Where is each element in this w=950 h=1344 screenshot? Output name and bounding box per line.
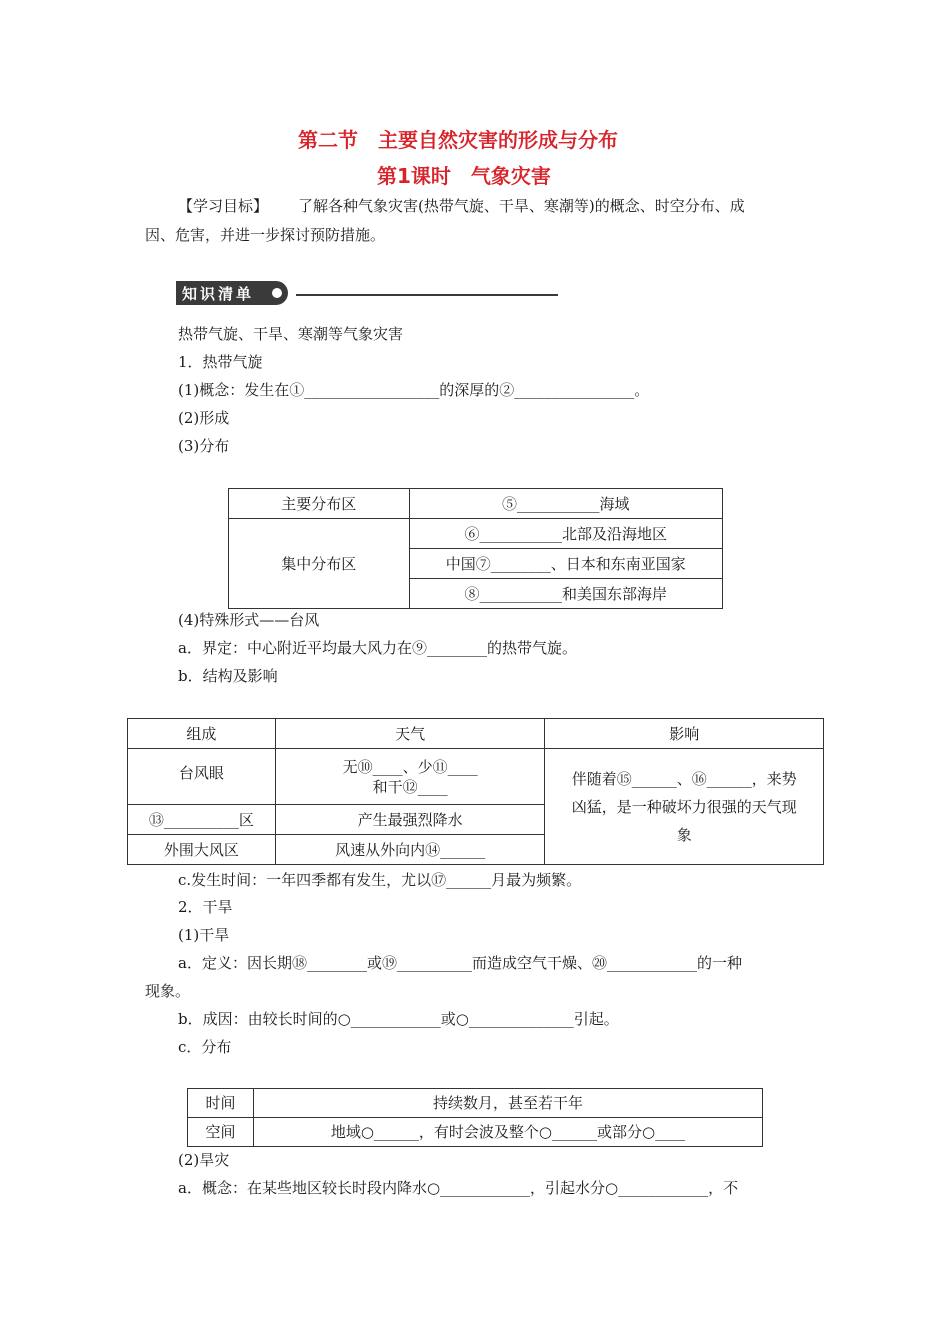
drought-c-line: c．分布 [178, 1038, 232, 1056]
objective-text-1: 了解各种气象灾害(热带气旋、干旱、寒潮等)的概念、时空分布、成 [298, 197, 745, 215]
impact-line-3: 象 [676, 825, 692, 844]
outer-weather: 风速从外向内⑭______ [275, 835, 545, 865]
lesson-title: 第1课时 气象灾害 [377, 164, 551, 188]
banner-divider [296, 294, 558, 296]
time-value: 持续数月，甚至若干年 [253, 1089, 762, 1118]
drought-distribution-table [187, 1088, 763, 1147]
outer-label: 外围大风区 [128, 835, 276, 865]
header-impact: 影响 [545, 719, 824, 749]
banner-label: 知识清单 [182, 285, 255, 303]
heading-tropical-cyclone: 1．热带气旋 [178, 353, 263, 371]
concentrated-area-value: ⑥___________北部及沿海地区 [409, 519, 722, 549]
main-area-value: ⑤___________海域 [409, 489, 722, 519]
header-composition: 组成 [128, 719, 276, 749]
distribution-line: (3)分布 [178, 437, 230, 455]
drought-line: (1)干旱 [178, 926, 230, 944]
typhoon-structure-table [127, 718, 824, 865]
disaster-a-line: a．概念：在某些地区较长时段内降水○____________，引起水分○____________，不 [178, 1179, 739, 1197]
section-title: 第二节 主要自然灾害的形成与分布 [298, 128, 618, 152]
eye-label: 台风眼 [128, 749, 276, 805]
objective-text-2: 因、危害，并进一步探讨预防措施。 [145, 226, 386, 244]
distribution-table [228, 488, 723, 609]
impact-cell [545, 749, 824, 865]
typhoon-line: (4)特殊形式——台风 [178, 611, 320, 629]
heading-drought: 2．干旱 [178, 898, 233, 916]
eye-weather-1: 无⑩____、少⑪____ [342, 757, 478, 776]
header-weather: 天气 [275, 719, 545, 749]
concentrated-area-label: 集中分布区 [229, 519, 410, 609]
typhoon-c-line: c.发生时间：一年四季都有发生，尤以⑰______月最为频繁。 [178, 871, 582, 889]
drought-b-line: b．成因：由较长时间的○____________或○______________引起。 [178, 1010, 619, 1028]
typhoon-a-line: a．界定：中心附近平均最大风力在⑨________的热带气旋。 [178, 639, 577, 657]
disaster-line: (2)旱灾 [178, 1151, 230, 1169]
concentrated-area-value: ⑧___________和美国东部海岸 [409, 579, 722, 609]
main-area-label: 主要分布区 [229, 489, 410, 519]
intro-text: 热带气旋、干旱、寒潮等气象灾害 [178, 325, 404, 343]
eyewall-weather: 产生最强烈降水 [275, 805, 545, 835]
objective-label: 【学习目标】 [178, 197, 269, 215]
drought-a-line: a．定义：因长期⑱________或⑲__________而造成空气干燥、⑳____________的一种 [178, 954, 742, 972]
concept-line: (1)概念：发生在①__________________的深厚的②________________。 [178, 381, 650, 399]
space-value: 地域○______，有时会波及整个○______或部分○____ [253, 1118, 762, 1147]
knowledge-banner [176, 281, 296, 305]
formation-line: (2)形成 [178, 409, 230, 427]
concentrated-area-value: 中国⑦________、日本和东南亚国家 [409, 549, 722, 579]
time-label: 时间 [188, 1089, 254, 1118]
space-label: 空间 [188, 1118, 254, 1147]
impact-line-2: 凶猛，是一种破坏力很强的天气现 [571, 797, 797, 816]
dot-icon [272, 288, 282, 298]
impact-line-1: 伴随着⑮______、⑯______，来势 [571, 769, 797, 788]
eye-weather-2: 和干⑫____ [372, 777, 448, 796]
drought-a-line-2: 现象。 [145, 982, 191, 1000]
eyewall-label: ⑬__________区 [128, 805, 276, 835]
typhoon-b-line: b．结构及影响 [178, 667, 278, 685]
